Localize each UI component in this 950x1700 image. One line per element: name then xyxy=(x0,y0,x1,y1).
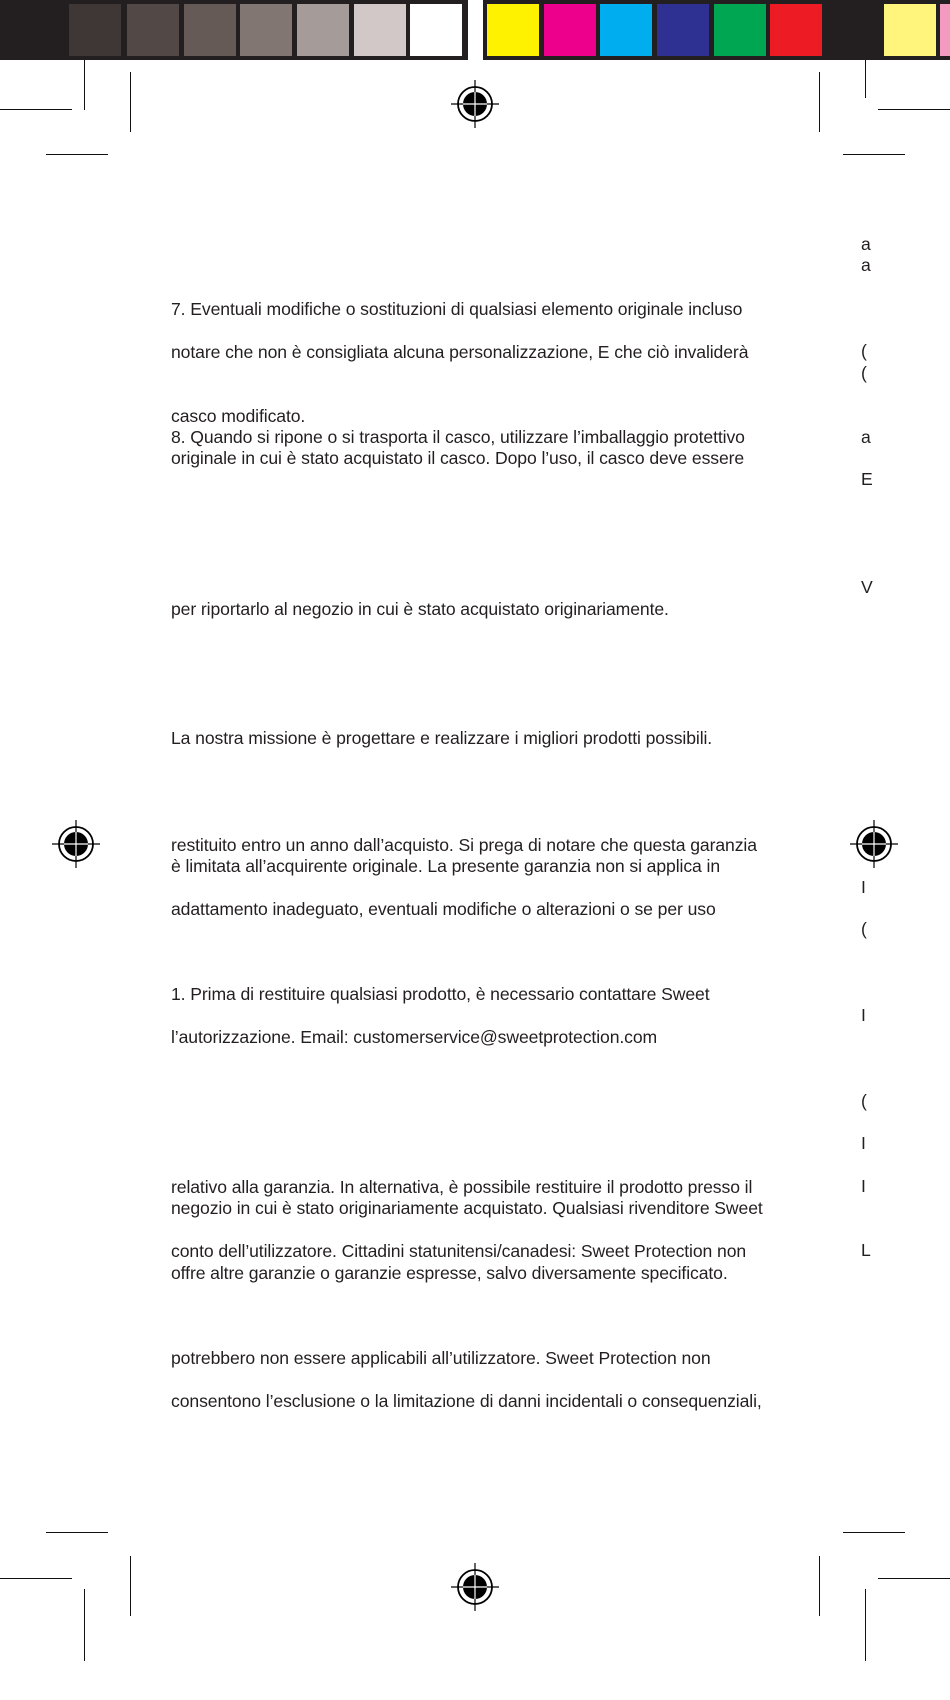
gray-swatch xyxy=(354,4,406,56)
yellow-swatch xyxy=(487,4,539,56)
crop-mark xyxy=(0,109,72,110)
gray-swatch xyxy=(410,4,462,56)
clipped-text-fragment: ( xyxy=(861,919,867,939)
text-line: La nostra missione è progettare e realizzare i migliori prodotti possibili. xyxy=(171,728,713,748)
crop-mark xyxy=(865,60,866,98)
clipped-text-fragment: E xyxy=(861,469,873,489)
green-swatch xyxy=(714,4,766,56)
registration-mark-icon xyxy=(52,820,100,868)
cyan-swatch xyxy=(600,4,652,56)
magenta-swatch xyxy=(544,4,596,56)
gray-swatch xyxy=(0,4,63,56)
text-line: offre altre garanzie o garanzie espresse, salvo diversamente specificato. xyxy=(171,1263,728,1283)
text-line: per riportarlo al negozio in cui è stato acquistato originariamente. xyxy=(171,599,669,619)
clipped-text-fragment: L xyxy=(861,1240,871,1260)
registration-mark-icon xyxy=(850,820,898,868)
crop-mark xyxy=(130,1556,131,1616)
crop-mark xyxy=(130,72,131,132)
text-line: negozio in cui è stato originariamente acquistato. Qualsiasi rivenditore Sweet xyxy=(171,1198,763,1218)
text-line: è limitata all’acquirente originale. La presente garanzia non si applica in xyxy=(171,856,720,876)
clipped-text-fragment: I xyxy=(861,877,866,897)
text-line: consentono l’esclusione o la limitazione di danni incidentali o consequenziali, xyxy=(171,1391,762,1411)
crop-mark xyxy=(843,154,905,155)
crop-mark xyxy=(84,60,85,110)
text-line: notare che non è consigliata alcuna personalizzazione, E che ciò invaliderà xyxy=(171,342,749,362)
gray-swatch xyxy=(240,4,292,56)
registration-mark-icon xyxy=(451,1563,499,1611)
text-line: adattamento inadeguato, eventuali modifiche o alterazioni o se per uso xyxy=(171,899,716,919)
clipped-text-fragment: ( xyxy=(861,1091,867,1111)
text-line: 1. Prima di restituire qualsiasi prodotto, è necessario contattare Sweet xyxy=(171,984,710,1004)
crop-mark xyxy=(46,154,108,155)
gray-swatch xyxy=(184,4,236,56)
crop-mark xyxy=(819,72,820,132)
text-line: conto dell’utilizzatore. Cittadini statunitensi/canadesi: Sweet Protection non xyxy=(171,1241,747,1261)
text-line: casco modificato. xyxy=(171,406,306,426)
gray-swatch xyxy=(297,4,349,56)
clipped-text-fragment: V xyxy=(861,577,873,597)
crop-mark xyxy=(819,1556,820,1616)
clipped-text-fragment: ( xyxy=(861,363,867,383)
registration-mark-icon xyxy=(451,80,499,128)
text-line: l’autorizzazione. Email: customerservice@sweetprotection.com xyxy=(171,1027,658,1047)
clipped-text-fragment: ( xyxy=(861,341,867,361)
clipped-text-fragment: a xyxy=(861,234,871,254)
text-line: potrebbero non essere applicabili all’utilizzatore. Sweet Protection non xyxy=(171,1348,711,1368)
crop-mark xyxy=(84,1589,85,1661)
gray-swatch xyxy=(69,4,121,56)
crop-mark xyxy=(46,1532,108,1533)
light-yellow-swatch xyxy=(884,4,936,56)
text-line: 8. Quando si ripone o si trasporta il casco, utilizzare l’imballaggio protettivo xyxy=(171,427,745,447)
clipped-text-fragment: I xyxy=(861,1176,866,1196)
clipped-text-fragment: I xyxy=(861,1133,866,1153)
clipped-text-fragment: I xyxy=(861,1005,866,1025)
crop-mark xyxy=(843,1532,905,1533)
clipped-text-fragment: a xyxy=(861,427,871,447)
clipped-text-fragment: a xyxy=(861,255,871,275)
bar-gap xyxy=(468,0,483,60)
text-line: 7. Eventuali modifiche o sostituzioni di qualsiasi elemento originale incluso xyxy=(171,299,743,319)
crop-mark xyxy=(865,1589,866,1661)
pink-swatch xyxy=(940,4,950,56)
crop-mark xyxy=(0,1578,72,1579)
black-swatch xyxy=(827,4,879,56)
color-calibration-bar xyxy=(0,0,950,60)
text-line: relativo alla garanzia. In alternativa, è possibile restituire il prodotto presso il xyxy=(171,1177,753,1197)
red-swatch xyxy=(770,4,822,56)
crop-mark xyxy=(878,109,950,110)
blue-swatch xyxy=(657,4,709,56)
text-line: restituito entro un anno dall’acquisto. Si prega di notare che questa garanzia xyxy=(171,835,757,855)
gray-swatch xyxy=(127,4,179,56)
text-line: originale in cui è stato acquistato il casco. Dopo l’uso, il casco deve essere xyxy=(171,448,745,468)
crop-mark xyxy=(878,1578,950,1579)
